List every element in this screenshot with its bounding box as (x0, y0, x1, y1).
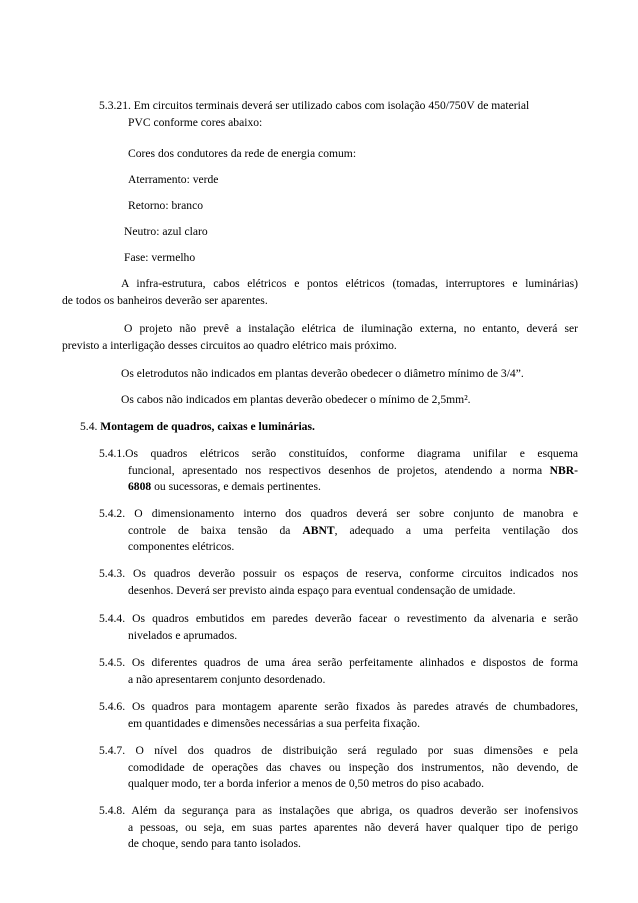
item-5-4-7-line-3: qualquer modo, ter a borda inferior a menos de 0,50 metros do piso acabado. (128, 777, 485, 790)
item-5-4-7-line-1: 5.4.7. O nível dos quadros de distribuição será regulado por suas dimensões e pela (99, 744, 578, 757)
section-5-4-title: Montagem de quadros, caixas e luminárias. (100, 420, 315, 433)
paragraph-cabos: Os cabos não indicados em plantas deverão obedecer o mínimo de 2,5mm². (121, 393, 471, 406)
item-5-4-1-line-3-text: ou sucessoras, e demais pertinentes. (151, 480, 321, 493)
item-5-3-21 (62, 98, 578, 131)
item-5-4-1-line-3 (62, 479, 578, 496)
paragraph-projeto-line-1: O projeto não prevê a instalação elétrica de iluminação externa, no entanto, deverá ser (124, 322, 578, 335)
item-5-4-3-line-1: 5.4.3. Os quadros deverão possuir os espaços de reserva, conforme circuitos indicados nos (99, 567, 578, 580)
item-5-4-6 (62, 699, 578, 732)
item-5-4-1-line-2 (62, 463, 578, 480)
item-5-4-4 (62, 611, 578, 644)
paragraph-infra (62, 276, 578, 309)
item-5-4-2-line-2 (62, 523, 578, 540)
item-5-4-1-norma-part-1: NBR- (549, 463, 578, 477)
cores-neutro: Neutro: azul claro (124, 225, 208, 238)
item-5-4-5 (62, 655, 578, 688)
item-5-4-2-line-1: 5.4.2. O dimensionamento interno dos quadros deverá ser sobre conjunto de manobra e (99, 507, 578, 520)
paragraph-eletrodutos: Os eletrodutos não indicados em plantas deverão obedecer o diâmetro mínimo de 3/4”. (121, 367, 524, 380)
paragraph-infra-line-2: de todos os banheiros deverão ser aparentes. (62, 293, 268, 307)
item-5-4-1-line-1: 5.4.1.Os quadros elétricos serão constituídos, conforme diagrama unifilar e esquema (99, 447, 578, 460)
cores-fase: Fase: vermelho (124, 251, 196, 264)
item-5-4-2 (62, 506, 578, 556)
item-5-4-5-line-2: a não apresentarem conjunto desordenado. (128, 672, 326, 686)
item-5-4-1 (62, 446, 578, 496)
item-5-4-8-line-2: a pessoas, ou seja, em suas partes aparentes não deverá haver qualquer tipo de perigo (128, 820, 578, 834)
item-5-4-2-abnt: ABNT (302, 523, 335, 537)
item-5-4-2-line-2-text-b: , adequado a uma perfeita ventilação dos (334, 523, 578, 537)
item-5-4-4-line-1: 5.4.4. Os quadros embutidos em paredes deverão facear o revestimento da alvenaria e serão (99, 612, 578, 625)
item-5-4-3 (62, 566, 578, 599)
item-5-4-1-line-2-text: funcional, apresentado nos respectivos desenhos de projetos, atendendo a norma (128, 463, 550, 477)
item-5-4-8 (62, 803, 578, 853)
section-5-4-heading (80, 419, 315, 435)
item-5-4-7-line-2: comodidade de operações das chaves ou inspeção dos instrumentos, não devendo, de (128, 760, 578, 774)
paragraph-infra-line-1: A infra-estrutura, cabos elétricos e pontos elétricos (tomadas, interruptores e luminárias) (121, 277, 578, 290)
item-5-4-1-norma-part-2: 6808 (128, 480, 152, 493)
item-5-4-6-line-1: 5.4.6. Os quadros para montagem aparente serão fixados às paredes através de chumbadores, (99, 700, 578, 713)
item-5-3-21-line-2: PVC conforme cores abaixo: (128, 115, 263, 129)
cores-retorno: Retorno: branco (128, 199, 204, 212)
item-5-3-21-line-1: 5.3.21. Em circuitos terminais deverá ser utilizado cabos com isolação 450/750V de material (99, 99, 530, 112)
section-5-4-number: 5.4. (80, 420, 98, 433)
item-5-4-2-line-2-text-a: controle de baixa tensão da (128, 523, 303, 537)
item-5-4-2-line-3: componentes elétricos. (128, 540, 235, 553)
item-5-4-4-line-2: nivelados e aprumados. (128, 628, 238, 642)
item-5-4-3-line-2: desenhos. Deverá ser previsto ainda espaço para eventual condensação de umidade. (128, 583, 516, 597)
cores-intro: Cores dos condutores da rede de energia comum: (128, 147, 357, 160)
cores-aterramento: Aterramento: verde (128, 173, 219, 186)
item-5-4-8-line-3: de choque, sendo para tanto isolados. (128, 837, 301, 850)
paragraph-projeto (62, 321, 578, 354)
item-5-4-7 (62, 743, 578, 793)
item-5-4-5-line-1: 5.4.5. Os diferentes quadros de uma área serão perfeitamente alinhados e dispostos de forma (99, 656, 578, 669)
paragraph-projeto-line-2: previsto a interligação desses circuitos ao quadro elétrico mais próximo. (62, 338, 397, 352)
item-5-4-8-line-1: 5.4.8. Além da segurança para as instalações que abriga, os quadros deverão ser inofensivos (99, 804, 578, 817)
item-5-4-6-line-2: em quantidades e dimensões necessárias a sua perfeita fixação. (128, 716, 420, 730)
